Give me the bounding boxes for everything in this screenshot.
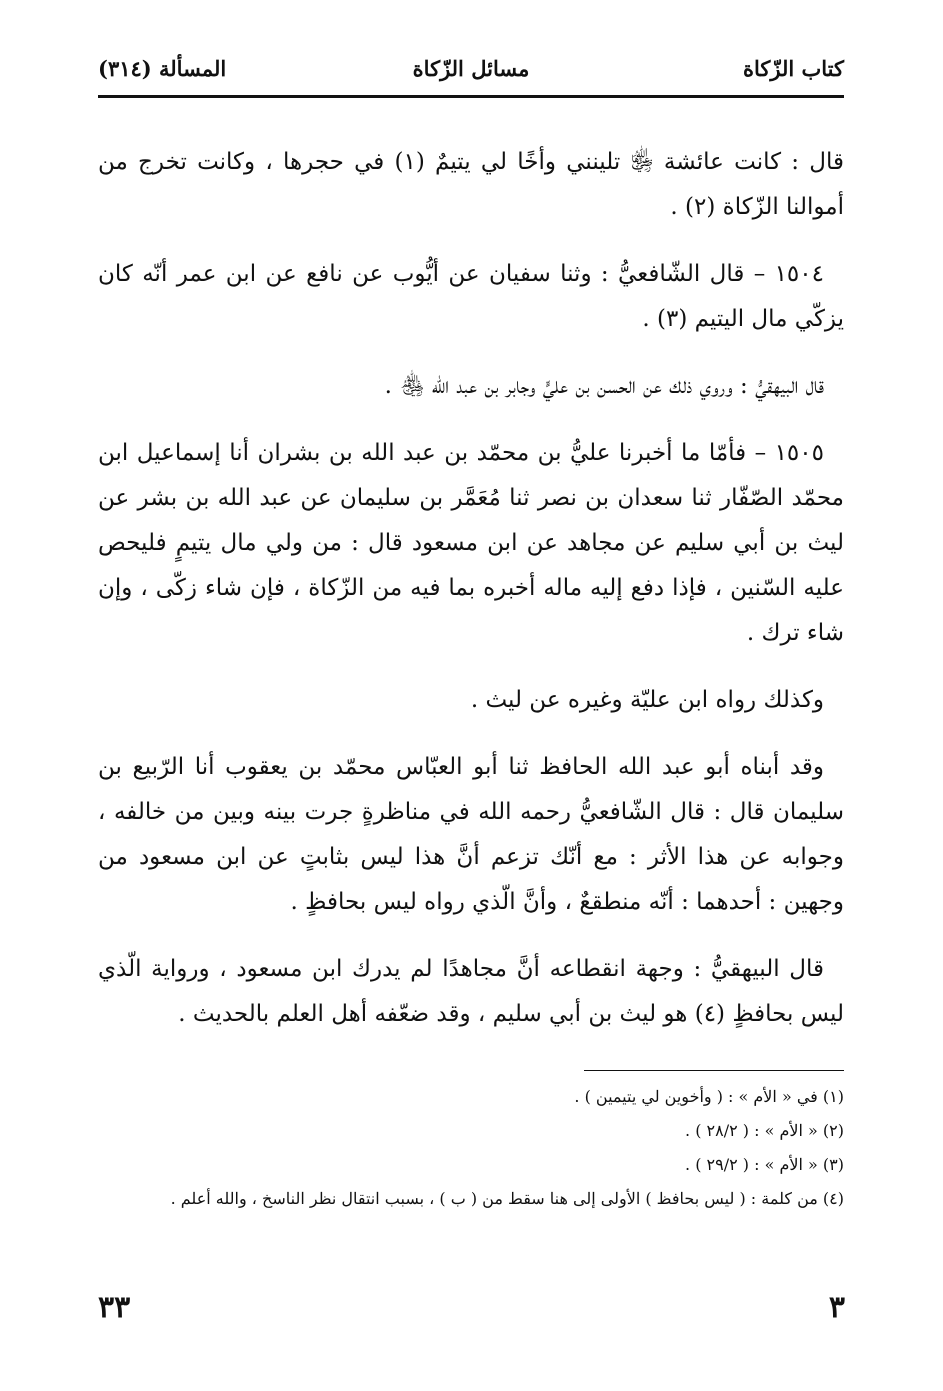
paragraph: ١٥٠٤ – قال الشّافعيُّ : وثنا سفيان عن أيُّوب عن نافع عن ابن عمر أنّه كان يزكّي مال اليتيم (٣) . <box>98 261 844 332</box>
page-number-right: ٣ <box>828 1290 845 1325</box>
footnote: (١) في « الأم » : ( وأخوين لي يتيمين ) . <box>574 1087 844 1106</box>
paragraph: وكذلك رواه ابن عليّة وغيره عن ليث . <box>470 687 824 713</box>
footnote: (٢) « الأم » : ( ٢٨/٢ ) . <box>685 1121 844 1140</box>
header-book-title: كتاب الزّكاة <box>742 56 844 81</box>
header-section-title: مسائل الزّكاة <box>412 56 530 81</box>
paragraph: قال البيهقيُّ : وروي ذلك عن الحسن بن عليٍّ وجابر بن عبد الله ﵃ . <box>384 373 824 399</box>
paragraph: ١٥٠٥ – فأمّا ما أخبرنا عليُّ بن محمّد بن عبد الله بن بشران أنا إسماعيل ابن محمّد الصّفّار ثنا سعدان بن نصر ثنا مُعَمَّر بن سليمان عن عبد الله بن بشر عن ليث بن أبي سليم عن مجاهد عن ابن مسعود قال : من ولي مال يتيمٍ فليحص عليه السّنين ، فإذا دفع إليه ماله أخبره بما فيه من الزّكاة ، فإن شاء زكّى ، وإن شاء ترك . <box>98 440 844 646</box>
footnote: (٤) من كلمة : ( ليس بحافظ ) الأولى إلى هنا سقط من ( ب ) ، بسبب انتقال نظر الناسخ ، والله أعلم . <box>170 1189 844 1208</box>
page-number-left: ٣٣ <box>98 1290 131 1325</box>
paragraph: وقد أبناه أبو عبد الله الحافظ ثنا أبو العبّاس محمّد بن يعقوب أنا الرّبيع بن سليمان قال : قال الشّافعيُّ رحمه الله في مناظرةٍ جرت بينه وبين من خالفه ، وجوابه عن هذا الأثر : مع أنّك تزعم أنَّ هذا ليس بثابتٍ عن ابن مسعود من وجهين : أحدهما : أنّه منطقعٌ ، وأنَّ الّذي رواه ليس بحافظٍ . <box>98 754 844 915</box>
footnote-divider <box>584 1070 844 1071</box>
paragraph: قال : كانت عائشة ﵂ تلينني وأخًا لي يتيمٌ (١) في حجرها ، وكانت تخرج من أموالنا الزّكاة (٢) . <box>98 149 844 220</box>
header-issue-number: المسألة (٣١٤) <box>98 56 227 81</box>
paragraph: قال البيهقيُّ : وجهة انقطاعه أنَّ مجاهدًا لم يدرك ابن مسعود ، ورواية الّذي ليس بحافظٍ (٤) هو ليث بن أبي سليم ، وقد ضعّفه أهل العلم بالحديث . <box>98 956 844 1027</box>
header-divider <box>98 95 844 98</box>
running-header <box>98 48 844 92</box>
footnote: (٣) « الأم » : ( ٢٩/٢ ) . <box>685 1155 844 1174</box>
main-text <box>98 140 844 1059</box>
footnotes <box>98 1080 844 1216</box>
